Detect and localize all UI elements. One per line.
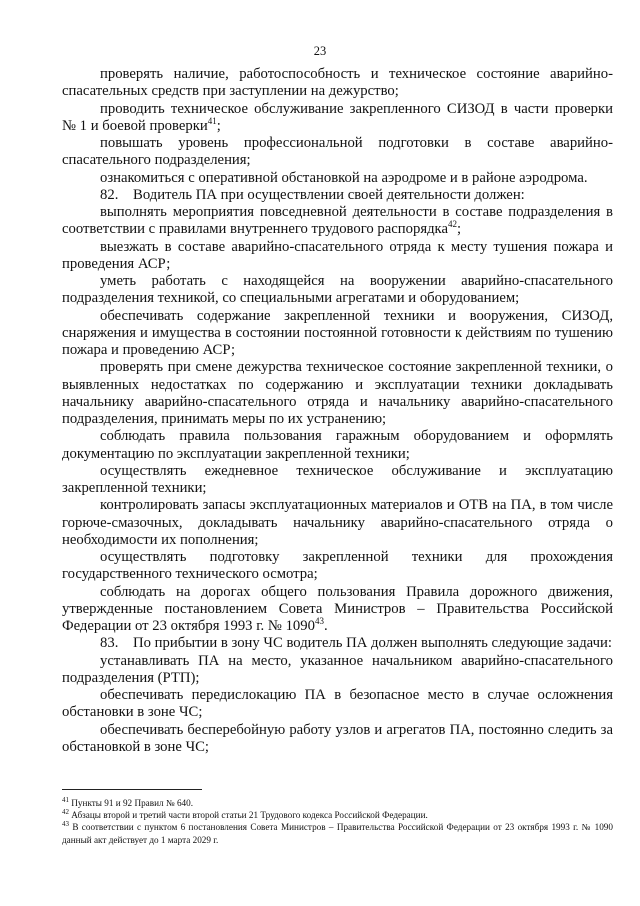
paragraph [62, 549, 613, 584]
footnote-number: 41 [62, 796, 69, 804]
footnote-reference[interactable]: 42 [447, 219, 457, 230]
paragraph [62, 687, 613, 722]
paragraph [62, 204, 613, 239]
footnotes [62, 797, 613, 846]
paragraph [62, 187, 613, 204]
paragraph-text: проводить техническое обслуживание закрепленного СИЗОД в части проверки № 1 и боевой проверки [62, 100, 613, 134]
paragraph-text: 82. Водитель ПА при осуществлении своей деятельности должен: [100, 186, 525, 203]
paragraph [62, 653, 613, 688]
paragraph-text: . [323, 618, 328, 634]
paragraph-text: соблюдать правила пользования гаражным оборудованием и оформлять документацию по эксплуатации закрепленной техники; [62, 428, 613, 462]
paragraph-text: повышать уровень профессиональной подготовки в составе аварийно-спасательного подразделения; [62, 135, 613, 169]
footnote [62, 797, 613, 809]
paragraph [62, 308, 613, 360]
paragraph [62, 635, 613, 652]
footnote-separator [62, 789, 202, 790]
paragraph-text: ознакомиться с оперативной обстановкой на аэродроме и в районе аэродрома. [100, 169, 588, 186]
paragraph-text: обеспечивать передислокацию ПА в безопасное место в случае осложнения обстановки в зоне ЧС; [62, 687, 613, 721]
paragraph [62, 497, 613, 549]
footnote-reference[interactable]: 43 [314, 616, 324, 626]
body-text [62, 66, 613, 756]
paragraph [62, 584, 613, 636]
paragraph [62, 66, 613, 101]
paragraph [62, 463, 613, 498]
footnote [62, 809, 613, 821]
paragraph [62, 722, 613, 757]
paragraph-text: проверять наличие, работоспособность и техническое состояние аварийно-спасательных средств при заступлении на дежурство; [62, 66, 613, 100]
paragraph-text: осуществлять ежедневное техническое обслуживание и эксплуатацию закрепленной техники; [62, 462, 613, 496]
paragraph-text: выполнять мероприятия повседневной деятельности в составе подразделения в соответствии с правилами внутреннего трудового распорядка [62, 204, 613, 238]
paragraph-text: ; [456, 221, 462, 238]
paragraph-text: уметь работать с находящейся на вооружении аварийно-спасательного подразделения техникой, со специальными агрегатами и оборудованием; [62, 273, 613, 307]
footnote-text: Пункты 91 и 92 Правил № 640. [69, 798, 194, 808]
paragraph-text: обеспечивать содержание закрепленной техники и вооружения, СИЗОД, снаряжения и имущества в состоянии постоянной готовности к действиям по тушению пожара и проведению АСР; [62, 307, 613, 358]
paragraph-text: устанавливать ПА на место, указанное начальником аварийно-спасательного подразделения (РТП); [62, 652, 613, 686]
paragraph [62, 239, 613, 274]
paragraph-text: обеспечивать бесперебойную работу узлов и агрегатов ПА, постоянно следить за обстановкой в зоне ЧС; [62, 721, 613, 755]
footnote-number: 42 [62, 808, 69, 817]
paragraph-text: ; [216, 117, 221, 134]
paragraph-text: осуществлять подготовку закрепленной техники для прохождения государственного технического осмотра; [62, 549, 613, 583]
paragraph [62, 273, 613, 308]
page-number: 23 [313, 44, 327, 58]
paragraph [62, 170, 613, 187]
paragraph [62, 359, 613, 428]
paragraph [62, 135, 613, 170]
paragraph-text: проверять при смене дежурства техническое состояние закрепленной техники, о выявленных недостатках по содержанию и эксплуатации техники докладывать начальнику аварийно-спасательного отряда и начальнику аварийно-спасательного подразделения, принимать меры по их устранению; [62, 359, 613, 427]
footnote [62, 821, 613, 845]
footnote-reference[interactable]: 41 [207, 115, 217, 126]
footnote-number: 43 [62, 820, 69, 829]
paragraph-text: контролировать запасы эксплуатационных материалов и ОТВ на ПА, в том числе горюче-смазочных, докладывать начальнику аварийно-спасательного отряда о необходимости их пополнения; [62, 497, 613, 548]
paragraph-text: 83. По прибытии в зону ЧС водитель ПА должен выполнять следующие задачи: [100, 635, 612, 652]
footnote-text: В соответствии с пунктом 6 постановления Совета Министров – Правительства Российской Федерации от 23 октября 1993 г. № 1090 данный акт действует до 1 марта 2029 г. [62, 822, 613, 845]
paragraph [62, 428, 613, 463]
paragraph [62, 101, 613, 136]
footnote-text: Абзацы второй и третий части второй статьи 21 Трудового кодекса Российской Федерации. [69, 810, 428, 821]
paragraph-text: выезжать в составе аварийно-спасательного отряда к месту тушения пожара и проведения АСР; [62, 238, 613, 272]
paragraph-text: соблюдать на дорогах общего пользования Правила дорожного движения, утвержденные постановлением Совета Министров – Правительства Российской Федерации от 23 октября 1993 г. № 1090 [62, 583, 613, 634]
